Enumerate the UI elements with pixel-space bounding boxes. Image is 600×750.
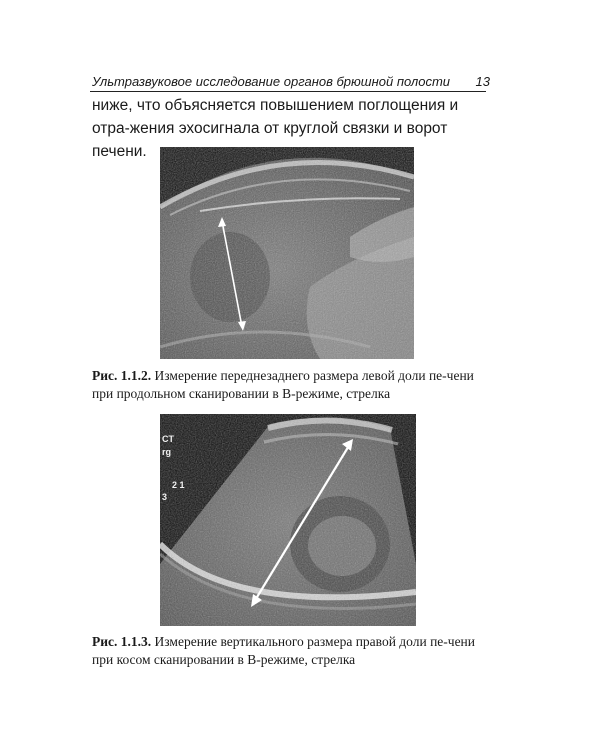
overlay-label-3: 3 bbox=[162, 492, 168, 502]
overlay-label-ct: CT bbox=[162, 434, 174, 444]
figure-caption-text: Измерение переднезаднего размера левой доли пе-чени при продольном сканировании в В-режиме, стрелка bbox=[92, 368, 474, 401]
header-rule bbox=[90, 91, 486, 92]
body-paragraph: ниже, что объясняется повышением поглощения и отра-жения эхосигнала от круглой связки и ворот печени. bbox=[92, 97, 459, 160]
figure-caption-text: Измерение вертикального размера правой доли пе-чени при косом сканировании в В-режиме, стрелка bbox=[92, 634, 476, 667]
running-header bbox=[92, 71, 490, 89]
figure-caption-1-1-3 bbox=[92, 633, 484, 669]
figure-number: Рис. 1.1.3. bbox=[92, 634, 152, 649]
ultrasound-image-fig-1-1-2 bbox=[160, 147, 414, 359]
overlay-label-rg: rg bbox=[162, 447, 171, 457]
overlay-label-scale: 2 1 bbox=[172, 480, 185, 490]
page-number: 13 bbox=[475, 74, 490, 89]
ultrasound-image-fig-1-1-3 bbox=[160, 414, 416, 626]
figure-caption-1-1-2 bbox=[92, 367, 484, 403]
figure-number: Рис. 1.1.2. bbox=[92, 368, 152, 383]
running-header-title: Ультразвуковое исследование органов брюшной полости bbox=[92, 74, 451, 89]
